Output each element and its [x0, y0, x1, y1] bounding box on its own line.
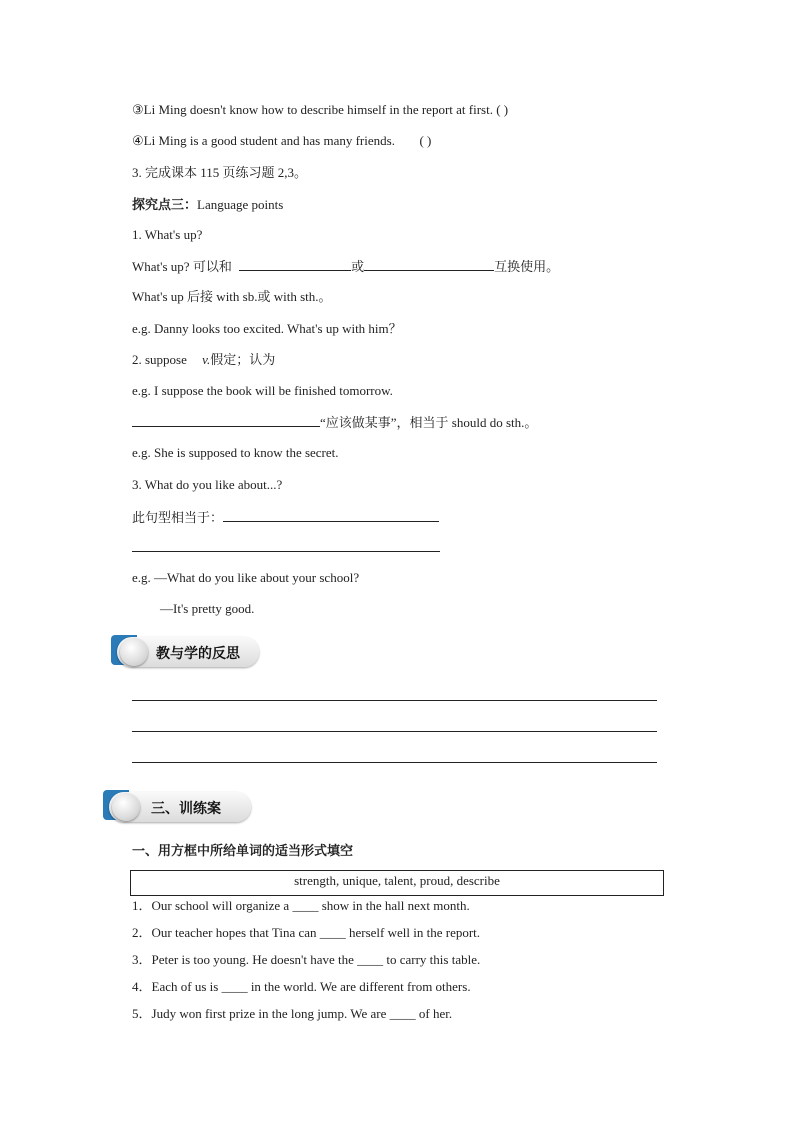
task-3: 3. 完成课本 115 页练习题 2,3。	[132, 165, 308, 180]
answer-blank[interactable]: ____	[292, 898, 319, 913]
point-1-line-b: What's up 后接 with sb.或 with sth.。	[132, 289, 332, 304]
item-text: in the world. We are different from others.	[250, 979, 471, 994]
point-3-equiv-line	[132, 508, 439, 527]
word-box: strength, unique, talent, proud, describe	[130, 870, 664, 896]
answer-blank[interactable]	[364, 257, 494, 271]
exercise-item	[132, 897, 470, 915]
answer-blank[interactable]	[223, 508, 439, 522]
reflection-line[interactable]	[132, 700, 657, 701]
section-3-topic: Language points	[197, 197, 284, 212]
answer-blank[interactable]	[132, 413, 320, 427]
item-text: Peter is too young. He doesn't have the	[151, 952, 354, 967]
point-1-title: 1. What's up?	[132, 227, 203, 242]
section-3-label: 探究点三：	[132, 198, 198, 213]
item-text: Our teacher hopes that Tina can	[151, 925, 317, 940]
item-text: show in the hall next month.	[321, 898, 470, 913]
point-1-line-a	[132, 257, 559, 276]
point-1-swap: 互换使用。	[494, 259, 560, 274]
point-3-blank-line	[132, 538, 440, 557]
point-2-pos: v.	[202, 352, 211, 367]
answer-blank[interactable]	[132, 538, 440, 552]
item-number: 1．	[132, 898, 152, 913]
exercise-item	[132, 1005, 452, 1023]
point-3-example-2: —It's pretty good.	[160, 601, 255, 616]
statement-4	[132, 132, 431, 150]
exercise-item	[132, 924, 480, 942]
exercise-item	[132, 978, 471, 996]
reflection-badge	[111, 635, 271, 669]
statement-4-paren: ( )	[419, 133, 432, 148]
point-2-phrase-line	[132, 413, 537, 432]
item-number: 4．	[132, 979, 152, 994]
answer-blank[interactable]: ____	[319, 925, 346, 940]
answer-blank[interactable]	[239, 257, 351, 271]
item-text: of her.	[418, 1006, 453, 1021]
section-3-heading	[132, 196, 283, 215]
statement-4-text: ④Li Ming is a good student and has many friends.	[132, 133, 395, 148]
training-badge	[103, 790, 263, 824]
point-1-or: 或	[351, 259, 365, 274]
item-number: 2．	[132, 925, 152, 940]
exercise-heading: 一、用方框中所给单词的适当形式填空	[132, 844, 354, 859]
point-2-meaning: 假定；认为	[210, 352, 276, 367]
reflection-line[interactable]	[132, 762, 657, 763]
item-text: Our school will organize a	[151, 898, 290, 913]
item-text: to carry this table.	[386, 952, 481, 967]
item-number: 5．	[132, 1006, 152, 1021]
point-2-phrase: “应该做某事”，相当于 should do sth.。	[320, 415, 538, 430]
point-3-example-1: e.g. —What do you like about your school?	[132, 570, 360, 585]
reflection-line[interactable]	[132, 731, 657, 732]
answer-blank[interactable]: ____	[357, 952, 384, 967]
point-2-example-2: e.g. She is supposed to know the secret.	[132, 445, 339, 460]
item-text: Each of us is	[151, 979, 219, 994]
answer-blank[interactable]: ____	[221, 979, 248, 994]
exercise-item	[132, 951, 480, 969]
point-1-text: What's up? 可以和	[132, 259, 232, 274]
item-text: Judy won first prize in the long jump. We are	[151, 1006, 387, 1021]
training-title: 三、训练案	[151, 801, 221, 817]
statement-3: ③Li Ming doesn't know how to describe himself in the report at first. ( )	[132, 102, 509, 117]
item-number: 3．	[132, 952, 152, 967]
point-2-title	[132, 351, 275, 369]
point-2-word: 2. suppose	[132, 352, 187, 367]
reflection-title: 教与学的反思	[156, 646, 240, 662]
badge-ball-icon	[112, 793, 140, 821]
answer-blank[interactable]: ____	[389, 1006, 416, 1021]
point-2-example: e.g. I suppose the book will be finished tomorrow.	[132, 383, 393, 398]
item-text: herself well in the report.	[349, 925, 481, 940]
point-1-example: e.g. Danny looks too excited. What's up with him？	[132, 321, 402, 336]
point-3-title: 3. What do you like about...?	[132, 477, 283, 492]
badge-ball-icon	[120, 638, 148, 666]
point-3-equiv: 此句型相当于：	[132, 510, 224, 525]
